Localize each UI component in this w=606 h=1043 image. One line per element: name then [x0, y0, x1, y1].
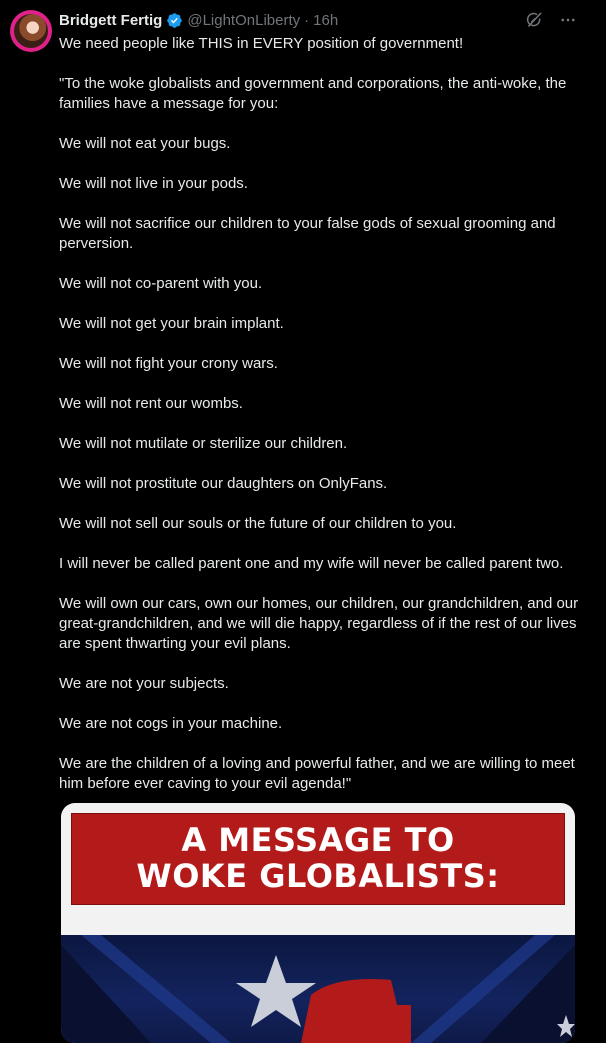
avatar-image	[14, 14, 48, 48]
grok-icon[interactable]	[524, 10, 544, 30]
tweet-paragraph: We will not fight your crony wars.	[59, 355, 278, 372]
star-icon	[236, 955, 316, 1027]
tweet-paragraph: We will not get your brain implant.	[59, 315, 284, 332]
media-stage-background	[61, 935, 575, 1043]
media-title-line1: A MESSAGE TO	[181, 821, 455, 859]
verified-badge-icon[interactable]	[166, 12, 183, 29]
tweet-paragraph: "To the woke globalists and government and corporations, the anti-woke, the families have a message for you:	[59, 75, 567, 112]
more-icon[interactable]	[558, 10, 578, 30]
tweet-paragraph: We are the children of a loving and powerful father, and we are willing to meet him before ever caving to your evil agenda!"	[59, 755, 575, 792]
tweet-paragraph: We will not eat your bugs.	[59, 135, 231, 152]
tweet-paragraph: We will not sacrifice our children to your false gods of sexual grooming and perversion.	[59, 215, 556, 252]
tweet-paragraph: We will not live in your pods.	[59, 175, 248, 192]
tweet-paragraph: I will never be called parent one and my wife will never be called parent two.	[59, 555, 564, 572]
tweet-paragraph: We are not your subjects.	[59, 675, 229, 692]
tweet-paragraph: We need people like THIS in EVERY position of government!	[59, 35, 464, 52]
stage-graphic	[61, 935, 575, 1043]
tweet-paragraph: We will not prostitute our daughters on OnlyFans.	[59, 475, 388, 492]
tweet-text	[59, 34, 589, 794]
tweet-paragraph: We will not rent our wombs.	[59, 395, 243, 412]
tweet-header	[59, 9, 338, 31]
timestamp[interactable]: 16h	[313, 11, 339, 29]
tweet-actions	[524, 10, 578, 30]
media-banner	[71, 813, 565, 905]
separator: ·	[304, 11, 310, 29]
tweet-paragraph: We are not cogs in your machine.	[59, 715, 283, 732]
display-name[interactable]: Bridgett Fertig	[59, 11, 163, 29]
media-image[interactable]	[61, 803, 575, 1043]
media-title-line2: WOKE GLOBALISTS:	[136, 857, 500, 895]
avatar[interactable]	[10, 10, 52, 52]
media-title	[72, 822, 564, 894]
tweet-paragraph: We will own our cars, own our homes, our children, our grandchildren, and our great-grandchildren, and we will die happy, regardless of if the rest of our lives are spent thwarting your evil plans.	[59, 595, 579, 652]
tweet-paragraph: We will not mutilate or sterilize our children.	[59, 435, 348, 452]
tweet-paragraph: We will not co-parent with you.	[59, 275, 263, 292]
tweet-paragraph: We will not sell our souls or the future of our children to you.	[59, 515, 457, 532]
user-handle[interactable]: @LightOnLiberty	[187, 11, 301, 29]
